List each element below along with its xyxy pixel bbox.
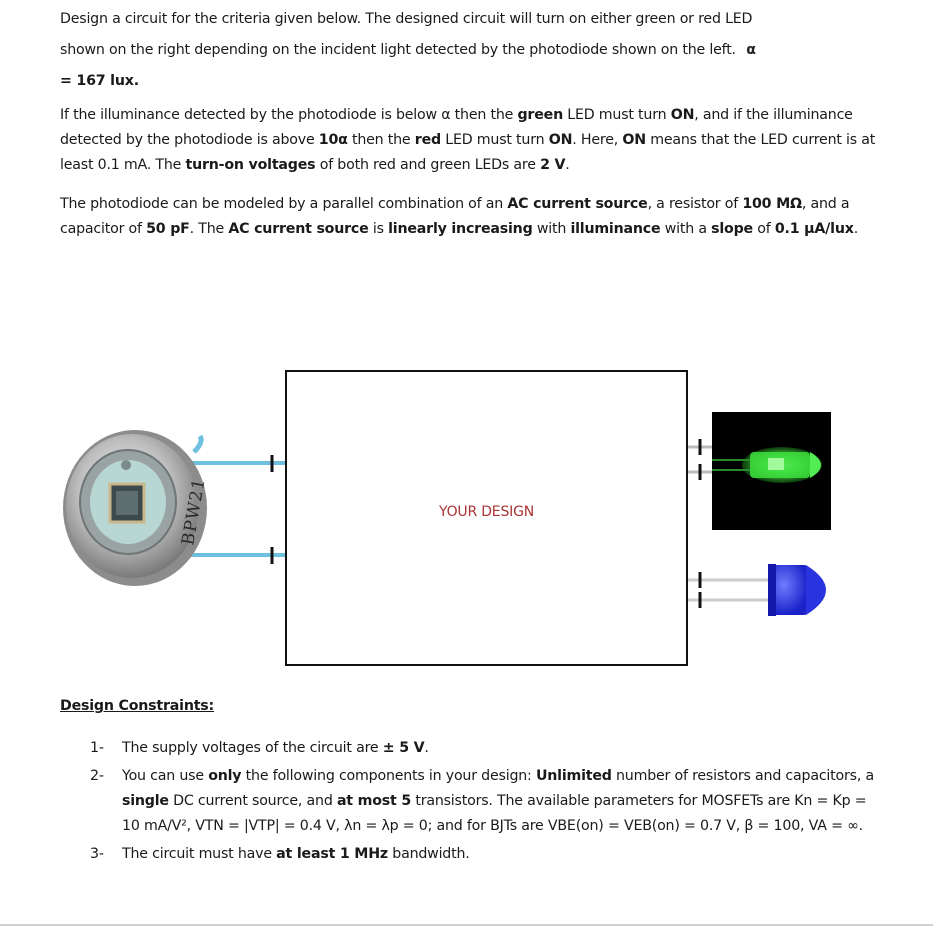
item-number: 3- [90,846,104,862]
criteria-text: means that the LED current is at least 0.1 mA. The [60,132,876,173]
intro-line-2: shown on the right depending on the incident light detected by the photodiode shown on the left. [60,42,736,58]
criteria-text: then the [347,132,415,148]
linearly-increasing: linearly increasing [388,221,533,237]
model-text: with [532,221,571,237]
page-divider [0,924,933,926]
at-most-5: at most 5 [336,793,412,809]
criteria-text: LED must turn [440,132,549,148]
model-text: . The [189,221,229,237]
design-label: YOUR DESIGN [439,504,534,520]
bandwidth-value: at least 1 MHz [276,846,388,862]
ac-source: AC current source [228,221,369,237]
resistor-value: 100 MΩ [742,196,802,212]
intro-line-3: = 167 lux. [60,73,139,89]
circuit-figure [0,360,933,690]
criteria-text: . Here, [572,132,623,148]
intro-paragraph [60,4,880,97]
criteria-text: If the illuminance detected by the photodiode is below α then the [60,107,518,123]
single-word: single [122,793,169,809]
criteria-text: . [565,157,570,173]
item-text: bandwidth. [387,846,470,862]
criteria-paragraph [60,103,880,178]
model-text: of [752,221,775,237]
design-box [285,370,688,666]
list-item [90,842,880,867]
intro-line-1: Design a circuit for the criteria given below. The designed circuit will turn on either green or red LED [60,11,753,27]
constraints-list [90,736,880,870]
list-item [90,764,880,839]
on-word: ON [622,132,646,148]
green-word: green [517,107,563,123]
blue-led-icon [768,564,826,616]
list-item [90,736,880,761]
item-text: . [424,740,429,756]
model-text: , and a capacitor of [60,196,850,237]
criteria-text: LED must turn [562,107,671,123]
model-text: The photodiode can be modeled by a parallel combination of an [60,196,508,212]
item-number: 2- [90,768,104,784]
ac-source: AC current source [507,196,648,212]
criteria-text: , and if the illuminance detected by the photodiode is above [60,107,853,148]
unlimited-word: Unlimited [535,768,612,784]
model-text: . [853,221,858,237]
item-text: number of resistors and capacitors, a [611,768,874,784]
supply-voltage: ± 5 V [382,740,425,756]
item-number: 1- [90,740,104,756]
slope-word: slope [711,221,753,237]
model-text: is [368,221,389,237]
ten-alpha: 10α [318,132,348,148]
item-text: DC current source, and [168,793,337,809]
photodiode-marking: BPW21 [178,476,210,547]
item-text: The supply voltages of the circuit are [122,740,383,756]
on-word: ON [548,132,573,148]
on-word: ON [670,107,695,123]
turn-on-volts: 2 V [540,157,566,173]
slope-value: 0.1 μA/lux [774,221,854,237]
item-text: transistors. The available parameters for MOSFETs are [411,793,795,809]
constraints-heading: Design Constraints: [60,698,215,714]
green-led-icon [712,412,831,530]
model-text: with a [660,221,712,237]
alpha-symbol: α [746,42,756,58]
red-word: red [414,132,441,148]
transistor-parameters: Kn = Kp = 10 mA/V², VTN = |VTP| = 0.4 V, λn = λp = 0; and for BJTs are VBE(on) = VEB(on) = 0.7 V, β = 100, VA = ∞. [122,793,867,834]
item-text: The circuit must have [122,846,277,862]
item-text: You can use [122,768,209,784]
capacitor-value: 50 pF [146,221,190,237]
model-text: , a resistor of [647,196,743,212]
only-word: only [208,768,242,784]
model-paragraph [60,192,880,242]
criteria-text: of both red and green LEDs are [315,157,541,173]
item-text: the following components in your design: [241,768,536,784]
illuminance-word: illuminance [570,221,661,237]
turn-on-voltages: turn-on voltages [185,157,316,173]
